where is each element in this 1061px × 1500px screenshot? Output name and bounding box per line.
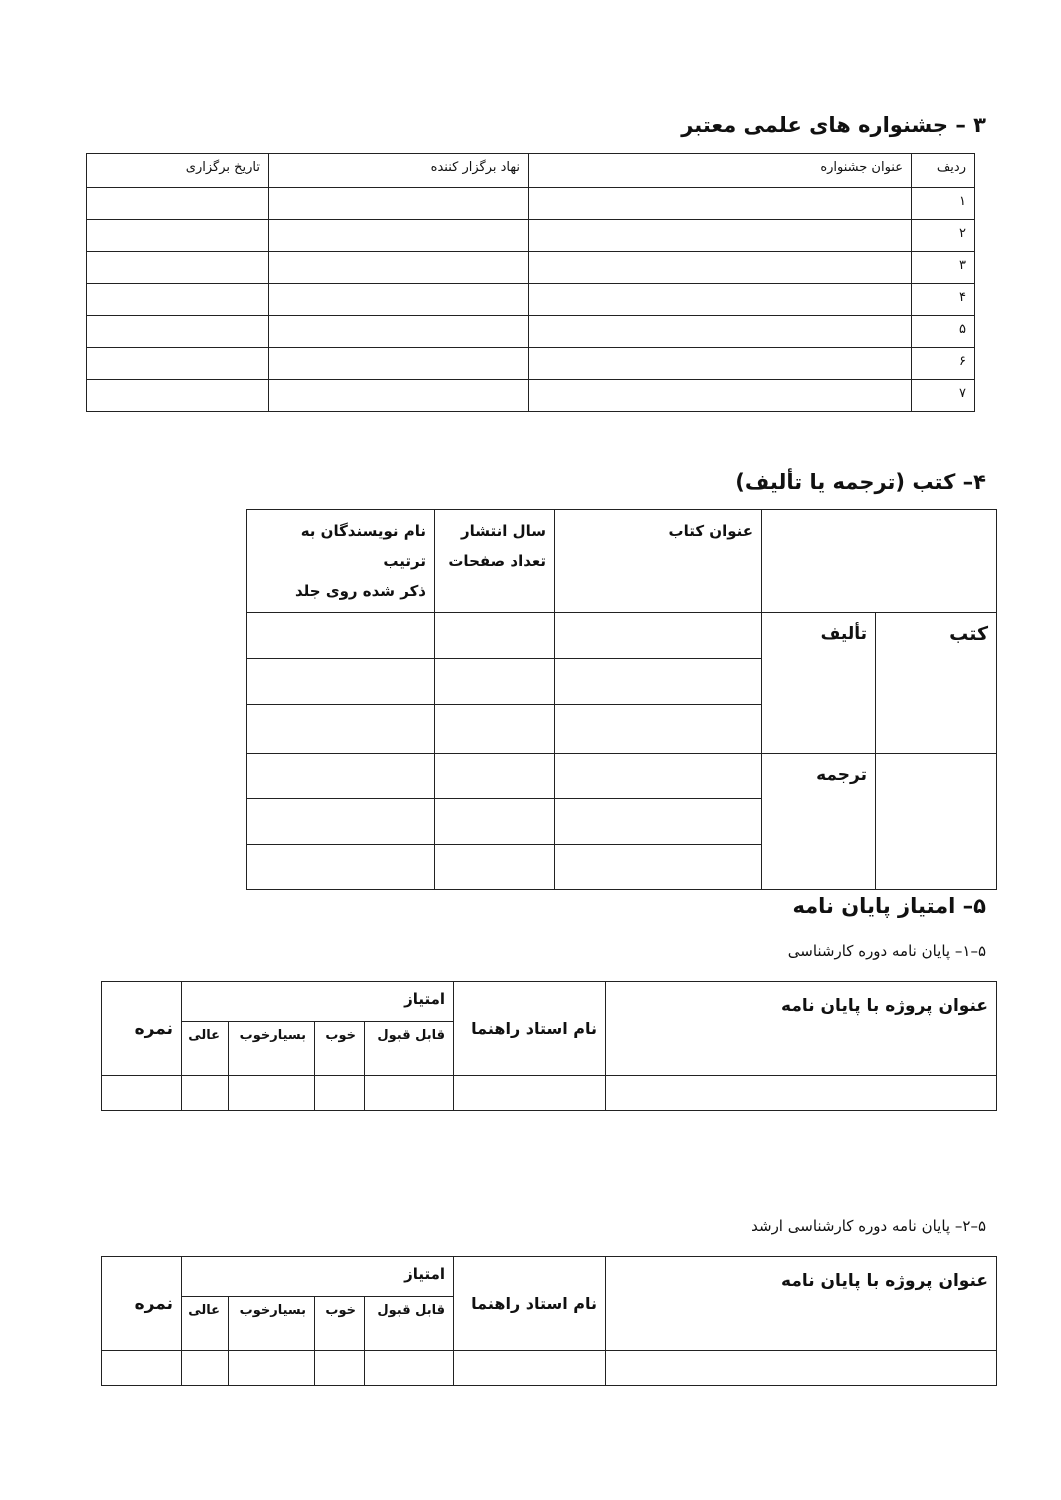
section5-2-title: ۵–۲– پایان نامه دوره کارشناسی ارشد (751, 1217, 986, 1235)
year-pages-cell[interactable] (435, 659, 555, 705)
header-blank-cell (762, 510, 997, 613)
date-cell[interactable] (87, 188, 269, 220)
festivals-table (86, 153, 975, 412)
book-title-cell[interactable] (555, 845, 762, 890)
authors-cell[interactable] (247, 754, 435, 799)
section4-title: ۴– کتب (ترجمه یا تألیف) (735, 470, 986, 494)
date-cell[interactable] (87, 380, 269, 412)
excellent-cell[interactable] (182, 1351, 229, 1386)
table-row (87, 188, 975, 220)
date-cell[interactable] (87, 220, 269, 252)
festival-title-cell[interactable] (529, 188, 912, 220)
col-header-row-number: ردیف (912, 154, 975, 188)
authors-cell[interactable] (247, 799, 435, 845)
grade-cell[interactable] (102, 1351, 182, 1386)
table-row (87, 220, 975, 252)
rating-good: خوب (315, 1297, 365, 1351)
festival-title-cell[interactable] (529, 220, 912, 252)
very-good-cell[interactable] (229, 1351, 315, 1386)
table-row (102, 1351, 997, 1386)
authors-cell[interactable] (247, 705, 435, 754)
col-header-authors: نام نویسندگان به ترتیب ذکر شده روی جلد (247, 510, 435, 613)
row-number: ۶ (912, 348, 975, 380)
rating-acceptable: قابل قبول (365, 1297, 454, 1351)
col-header-advisor: نام استاد راهنما (454, 1257, 606, 1351)
organizer-cell[interactable] (269, 348, 529, 380)
col-header-project-title: عنوان پروژه با پایان نامه (606, 982, 997, 1076)
book-title-cell[interactable] (555, 613, 762, 659)
table-row (87, 252, 975, 284)
rating-excellent: عالی (182, 1297, 229, 1351)
festival-title-cell[interactable] (529, 316, 912, 348)
rating-acceptable: قابل قبول (365, 1022, 454, 1076)
table-header-row (87, 154, 975, 188)
col-header-score: امتیاز (182, 1257, 454, 1297)
table-row (247, 754, 997, 799)
organizer-cell[interactable] (269, 220, 529, 252)
section5-1-title: ۵–۱– پایان نامه دوره کارشناسی (787, 942, 986, 960)
book-title-cell[interactable] (555, 705, 762, 754)
year-pages-cell[interactable] (435, 705, 555, 754)
year-pages-cell[interactable] (435, 845, 555, 890)
col-header-year-pages: سال انتشار تعداد صفحات (435, 510, 555, 613)
books-group-label: کتب (876, 613, 997, 754)
date-cell[interactable] (87, 316, 269, 348)
row-number: ۱ (912, 188, 975, 220)
very-good-cell[interactable] (229, 1076, 315, 1111)
table-row (87, 316, 975, 348)
rating-very-good: بسیارخوب (229, 1297, 315, 1351)
advisor-cell[interactable] (454, 1351, 606, 1386)
date-cell[interactable] (87, 348, 269, 380)
row-number: ۲ (912, 220, 975, 252)
rating-excellent: عالی (182, 1022, 229, 1076)
festival-title-cell[interactable] (529, 284, 912, 316)
table-header-row (247, 510, 997, 613)
col-header-date: تاریخ برگزاری (87, 154, 269, 188)
year-pages-cell[interactable] (435, 613, 555, 659)
rating-good: خوب (315, 1022, 365, 1076)
bachelor-thesis-table (101, 981, 997, 1111)
table-row (87, 380, 975, 412)
organizer-cell[interactable] (269, 380, 529, 412)
acceptable-cell[interactable] (365, 1076, 454, 1111)
organizer-cell[interactable] (269, 252, 529, 284)
books-table (246, 509, 997, 890)
grade-cell[interactable] (102, 1076, 182, 1111)
row-number: ۳ (912, 252, 975, 284)
festival-title-cell[interactable] (529, 380, 912, 412)
year-pages-cell[interactable] (435, 754, 555, 799)
col-header-grade: نمره (102, 1257, 182, 1351)
good-cell[interactable] (315, 1076, 365, 1111)
section3-title: ۳ – جشنواره های علمی معتبر (681, 113, 986, 137)
col-header-project-title: عنوان پروژه با پایان نامه (606, 1257, 997, 1351)
festival-title-cell[interactable] (529, 252, 912, 284)
organizer-cell[interactable] (269, 284, 529, 316)
row-number: ۴ (912, 284, 975, 316)
good-cell[interactable] (315, 1351, 365, 1386)
organizer-cell[interactable] (269, 316, 529, 348)
authors-cell[interactable] (247, 845, 435, 890)
book-title-cell[interactable] (555, 799, 762, 845)
table-row (87, 348, 975, 380)
project-title-cell[interactable] (606, 1076, 997, 1111)
col-header-grade: نمره (102, 982, 182, 1076)
table-row (87, 284, 975, 316)
table-row (247, 613, 997, 659)
organizer-cell[interactable] (269, 188, 529, 220)
row-number: ۷ (912, 380, 975, 412)
books-group-blank (876, 754, 997, 890)
advisor-cell[interactable] (454, 1076, 606, 1111)
col-header-organizer: نهاد برگزار کننده (269, 154, 529, 188)
table-row (102, 1076, 997, 1111)
date-cell[interactable] (87, 252, 269, 284)
table-header-row (102, 1257, 997, 1297)
master-thesis-table (101, 1256, 997, 1386)
translated-label: ترجمه (762, 754, 876, 890)
festival-title-cell[interactable] (529, 348, 912, 380)
col-header-score: امتیاز (182, 982, 454, 1022)
book-title-cell[interactable] (555, 659, 762, 705)
excellent-cell[interactable] (182, 1076, 229, 1111)
col-header-festival-title: عنوان جشنواره (529, 154, 912, 188)
acceptable-cell[interactable] (365, 1351, 454, 1386)
date-cell[interactable] (87, 284, 269, 316)
book-title-cell[interactable] (555, 754, 762, 799)
project-title-cell[interactable] (606, 1351, 997, 1386)
table-header-row (102, 982, 997, 1022)
authors-cell[interactable] (247, 659, 435, 705)
rating-very-good: بسیارخوب (229, 1022, 315, 1076)
year-pages-cell[interactable] (435, 799, 555, 845)
authors-cell[interactable] (247, 613, 435, 659)
section5-title: ۵– امتیاز پایان نامه (792, 894, 986, 918)
authored-label: تألیف (762, 613, 876, 754)
col-header-book-title: عنوان کتاب (555, 510, 762, 613)
col-header-advisor: نام استاد راهنما (454, 982, 606, 1076)
row-number: ۵ (912, 316, 975, 348)
